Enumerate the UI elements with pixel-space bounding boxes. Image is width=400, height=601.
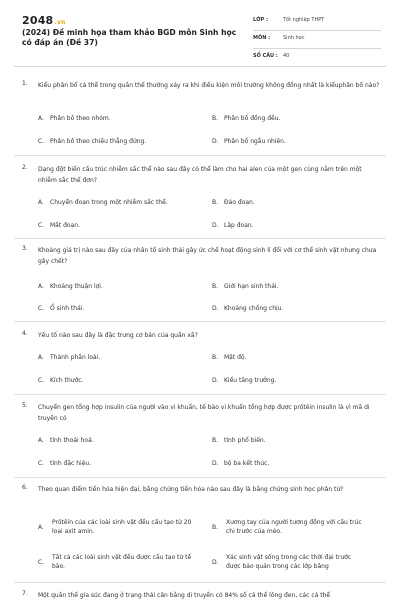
question-text: Khoảng giá trị nào sau đây của nhân tố sinh thái gây ức chế hoạt động sinh lí đối với cơ thể sinh vật nhưng chưa gây chết? bbox=[38, 247, 377, 265]
question-divider bbox=[14, 321, 386, 322]
question-text: Chuyển gen tổng hợp insulin của người vào vi khuẩn, tế bào vi khuẩn tổng hợp được prôtêin insulin là vì mã di truyền có bbox=[38, 404, 370, 422]
option-c[interactable]: C. Tất cả các loài sinh vật đều được cấu tạo từ tế bào. bbox=[38, 554, 192, 570]
option-b[interactable]: B. tính phổ biến. bbox=[212, 437, 266, 444]
option-d[interactable]: D. bộ ba kết thúc. bbox=[212, 460, 270, 467]
option-b[interactable]: B. Giới hạn sinh thái. bbox=[212, 283, 279, 290]
option-b[interactable]: B. Phân bố đồng đều. bbox=[212, 115, 281, 122]
exam-meta-table bbox=[253, 13, 381, 67]
question-7: 7. Một quần thể gia súc đang ở trạng thái cân bằng di truyền có 84% số cá thể lông đen, các cá thể bbox=[0, 590, 400, 601]
question-divider bbox=[14, 394, 386, 395]
option-c[interactable]: C. Ổ sinh thái. bbox=[38, 305, 85, 312]
question-6: 6. Theo quan điểm tiến hóa hiện đại, bằng chứng tiến hóa nào sau đây là bằng chứng sinh học phân tử? bbox=[0, 484, 400, 495]
meta-row-question-count: SỐ CÂU : 40 bbox=[253, 49, 381, 67]
option-b[interactable]: B. Xương tay của người tương đồng với cấu trúc chi trước của mèo. bbox=[212, 519, 362, 535]
option-d[interactable]: D. Khoảng chống chịu. bbox=[212, 305, 284, 312]
option-c[interactable]: C. Phân bố theo chiều thẳng đứng. bbox=[38, 138, 147, 145]
header-divider bbox=[14, 66, 386, 67]
option-a[interactable]: A. Chuyển đoạn trong một nhiễm sắc thể. bbox=[38, 199, 168, 206]
site-logo[interactable]: 2048.vn bbox=[22, 14, 66, 27]
question-divider bbox=[14, 238, 386, 239]
meta-row-subject: MÔN : Sinh học bbox=[253, 31, 381, 49]
option-c[interactable]: C. Mất đoạn. bbox=[38, 222, 80, 229]
option-b[interactable]: B. Mật độ. bbox=[212, 354, 247, 361]
question-text: Kiểu phân bố cá thể trong quần thể thường xảy ra khi điều kiện môi trường không đồng nhất là kiểuphân bố nào? bbox=[38, 82, 380, 89]
option-a[interactable]: A. Thành phần loài. bbox=[38, 354, 101, 361]
question-text: Theo quan điểm tiến hóa hiện đại, bằng chứng tiến hóa nào sau đây là bằng chứng sinh học phân tử? bbox=[38, 486, 344, 493]
question-text: Dạng đột biến cấu trúc nhiễm sắc thể nào sau đây có thể làm cho hai alen của một gen cùng nằm trên một nhiễm sắc thể đơn? bbox=[38, 166, 362, 184]
question-4: 4. Yếu tố nào sau đây là đặc trưng cơ bản của quần xã? bbox=[0, 330, 400, 341]
option-a[interactable]: A. Prôtêin của các loài sinh vật đều cấu tạo từ 20 loại axit amin. bbox=[38, 519, 192, 535]
question-3: 3. Khoảng giá trị nào sau đây của nhân tố sinh thái gây ức chế hoạt động sinh lí đối với cơ thể sinh vật nhưng chưa gây chết? bbox=[0, 245, 400, 267]
exam-title: (2024) Đề minh họa tham khảo BGD môn Sinh học có đáp án (Đề 37) bbox=[22, 28, 237, 47]
question-2: 2. Dạng đột biến cấu trúc nhiễm sắc thể nào sau đây có thể làm cho hai alen của một gen cùng nằm trên một nhiễm sắc thể đơn? bbox=[0, 164, 400, 186]
option-a[interactable]: A. Khoảng thuận lợi. bbox=[38, 283, 103, 290]
question-text: Một quần thể gia súc đang ở trạng thái cân bằng di truyền có 84% số cá thể lông đen, các cá thể bbox=[38, 592, 331, 599]
option-d[interactable]: D. Phân bố ngẫu nhiên. bbox=[212, 138, 286, 145]
question-1: 1. Kiểu phân bố cá thể trong quần thể thường xảy ra khi điều kiện môi trường không đồng nhất là kiểuphân bố nào? bbox=[22, 80, 380, 89]
option-c[interactable]: C. Kích thước. bbox=[38, 377, 84, 384]
question-text: Yếu tố nào sau đây là đặc trưng cơ bản của quần xã? bbox=[38, 332, 198, 339]
question-divider bbox=[14, 582, 386, 583]
question-divider bbox=[14, 477, 386, 478]
option-c[interactable]: C. tính đặc hiệu. bbox=[38, 460, 92, 467]
question-5: 5. Chuyển gen tổng hợp insulin của người vào vi khuẩn, tế bào vi khuẩn tổng hợp được prôtêin insulin là vì mã di truyền có bbox=[0, 402, 400, 424]
option-b[interactable]: B. Đảo đoạn. bbox=[212, 199, 255, 206]
option-a[interactable]: A. Phân bố theo nhóm. bbox=[38, 115, 111, 122]
option-d[interactable]: D. Xác sinh vật sống trong các thời đại trước được bảo quản trong các lớp băng bbox=[212, 554, 352, 570]
document-header bbox=[0, 0, 400, 62]
option-d[interactable]: D. Kiểu tăng trưởng. bbox=[212, 377, 277, 384]
option-a[interactable]: A. tính thoái hoá. bbox=[38, 437, 94, 444]
meta-row-class: LỚP : Tốt nghiệp THPT bbox=[253, 13, 381, 31]
question-divider bbox=[14, 155, 386, 156]
option-d[interactable]: D. Lặp đoạn. bbox=[212, 222, 254, 229]
